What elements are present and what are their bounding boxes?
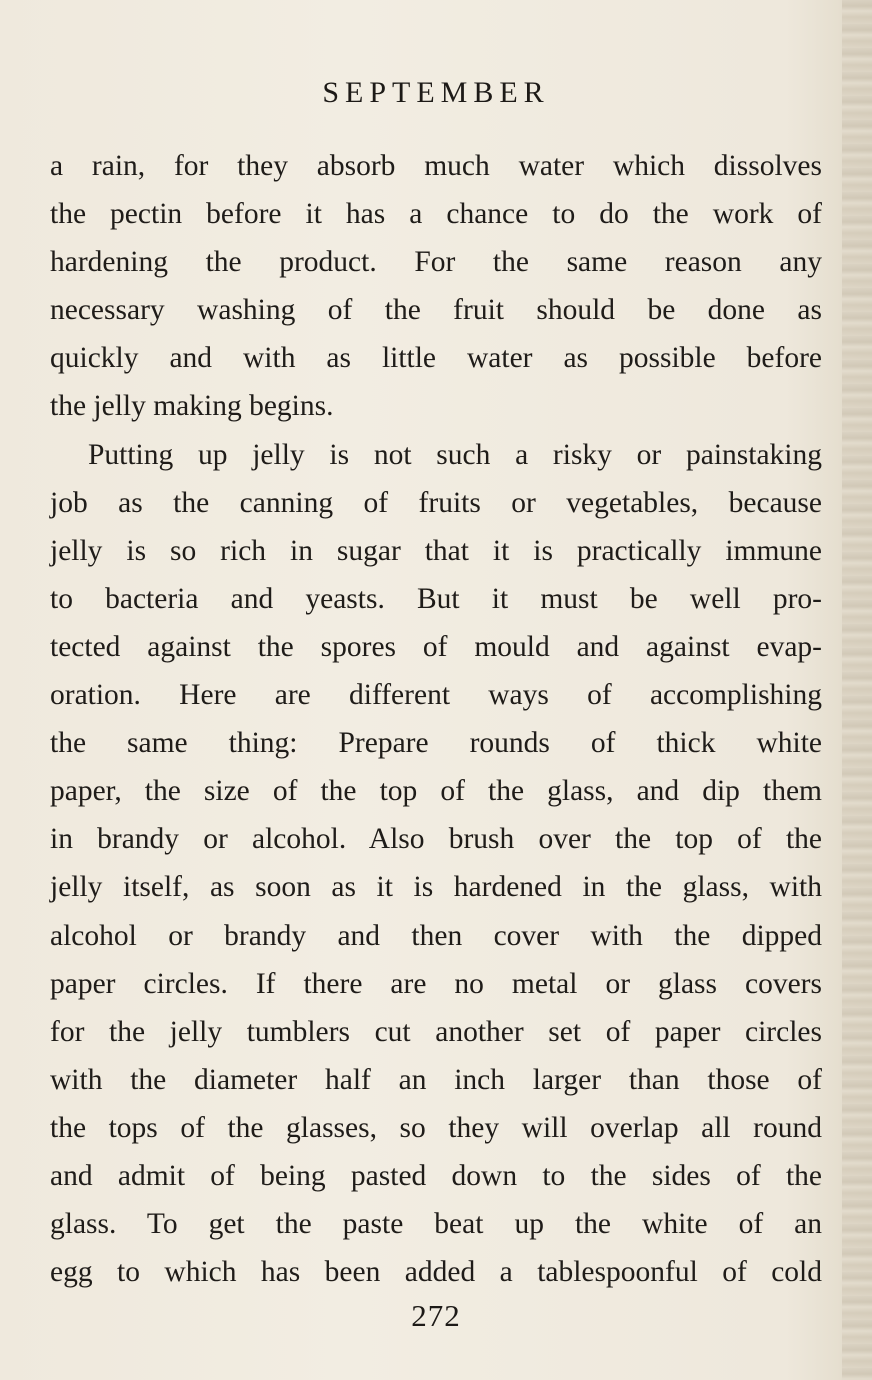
- text-line: paper, the size of the top of the glass, and dip them: [50, 775, 822, 808]
- text-line: with the diameter half an inch larger than those of: [50, 1063, 822, 1096]
- text-line: oration. Here are different ways of accomplishing: [50, 679, 822, 712]
- text-line: for the jelly tumblers cut another set of paper circles: [50, 1015, 822, 1048]
- text-line: glass. To get the paste beat up the white of an: [50, 1208, 822, 1241]
- text-line: the tops of the glasses, so they will overlap all round: [50, 1111, 822, 1144]
- text-line: a rain, for they absorb much water which dissolves: [50, 150, 822, 182]
- text-line: necessary washing of the fruit should be done as: [50, 294, 822, 327]
- text-line: the same thing: Prepare rounds of thick white: [50, 727, 822, 760]
- text-line: the pectin before it has a chance to do the work of: [50, 198, 822, 231]
- text-line: job as the canning of fruits or vegetables, because: [50, 486, 822, 519]
- running-head: SEPTEMBER: [322, 76, 550, 109]
- text-line: paper circles. If there are no metal or glass covers: [50, 967, 822, 1000]
- page-number: 272: [411, 1298, 461, 1333]
- paragraph-start-line: Putting up jelly is not such a risky or painstaking: [88, 438, 822, 471]
- text-line: and admit of being pasted down to the sides of the: [50, 1159, 822, 1192]
- text-line: to bacteria and yeasts. But it must be well pro-: [50, 582, 822, 615]
- text-line: jelly itself, as soon as it is hardened in the glass, with: [50, 871, 822, 904]
- text-line: quickly and with as little water as possible before: [50, 342, 822, 375]
- text-line: alcohol or brandy and then cover with the dipped: [50, 919, 822, 952]
- text-line: in brandy or alcohol. Also brush over the top of the: [50, 823, 822, 856]
- text-line: tected against the spores of mould and against evap-: [50, 630, 822, 663]
- body-text: [50, 142, 822, 1296]
- text-line: jelly is so rich in sugar that it is practically immune: [50, 534, 822, 567]
- page-edge: [842, 0, 872, 1380]
- text-line: egg to which has been added a tablespoonful of cold: [50, 1256, 822, 1289]
- text-line: hardening the product. For the same reason any: [50, 246, 822, 279]
- paragraph-end-line: the jelly making begins.: [50, 390, 334, 423]
